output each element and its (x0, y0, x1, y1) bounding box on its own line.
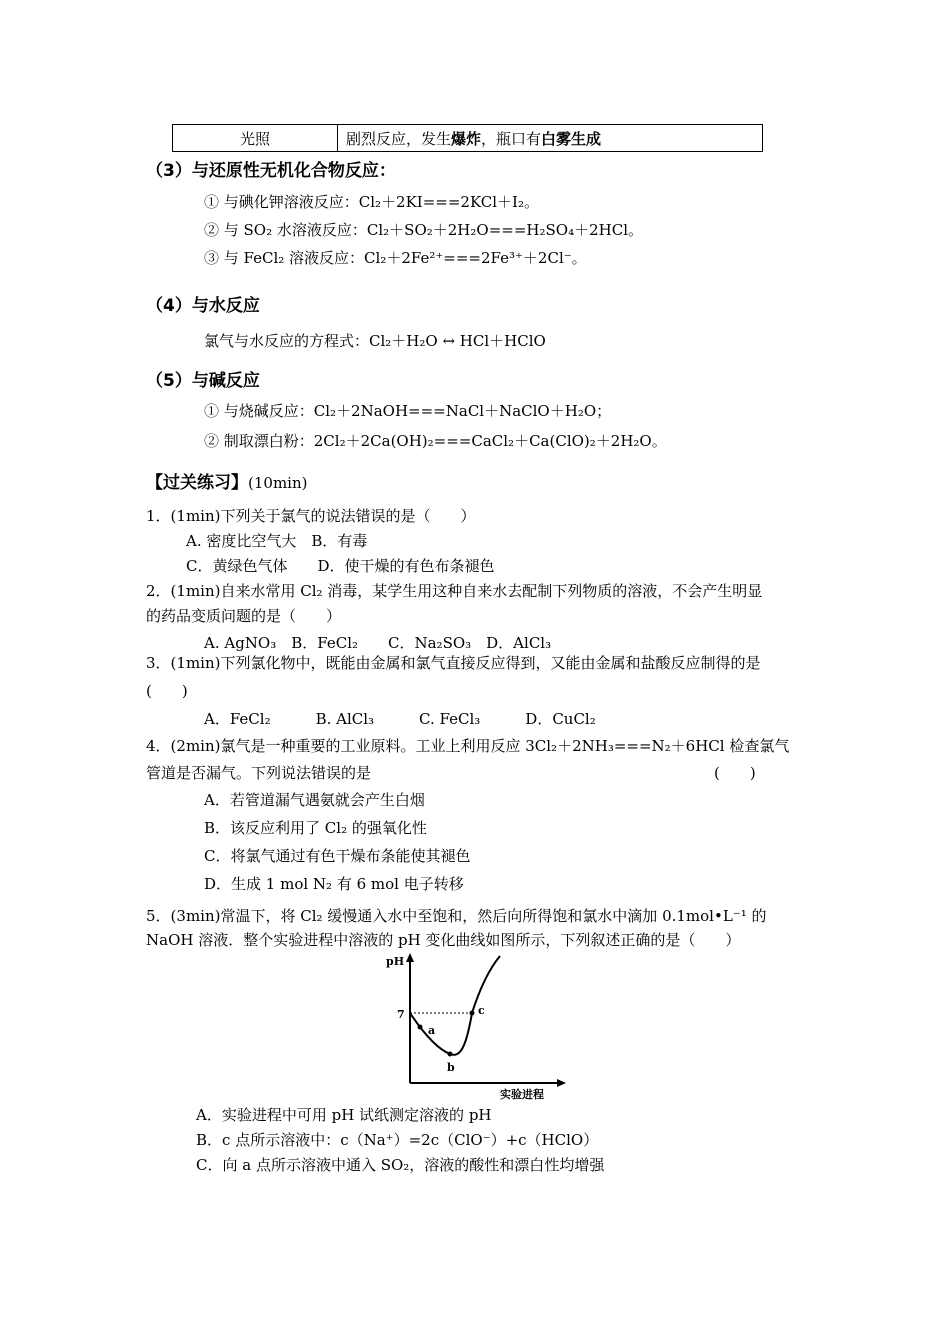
point-c-label: c (478, 1004, 485, 1017)
q5-line-1: 5．(3min)常温下，将 Cl₂ 缓慢通入水中至饱和，然后向所得饱和氯水中滴加 0.1mol•L⁻¹ 的 (146, 907, 767, 925)
table-row (173, 125, 763, 152)
q1-options-cd: C．黄绿色气体 D．使干燥的有色布条褪色 (186, 557, 495, 575)
q1-stem: 1．(1min)下列关于氯气的说法错误的是（ ） (146, 507, 476, 525)
section-5-title: （5）与碱反应 (146, 371, 260, 391)
q3-line-1: 3．(1min)下列氯化物中，既能由金属和氯气直接反应得到，又能由金属和盐酸反应制得的是 (146, 654, 761, 672)
point-a-label: a (428, 1024, 436, 1037)
q3-options: A．FeCl₂ B. AlCl₃ C. FeCl₃ D．CuCl₂ (204, 710, 596, 728)
sec3-line-2: ② 与 SO₂ 水溶液反应：Cl₂＋SO₂＋2H₂O===H₂SO₄＋2HCl。 (204, 221, 643, 239)
q5-option-c: C．向 a 点所示溶液中通入 SO₂，溶液的酸性和漂白性均增强 (196, 1156, 605, 1174)
q4-option-b: B．该反应利用了 Cl₂ 的强氧化性 (204, 819, 427, 837)
y-axis-label: pH (386, 955, 405, 968)
y-tick-label: 7 (397, 1008, 405, 1021)
section-3-title: （3）与还原性无机化合物反应： (146, 161, 396, 181)
x-axis-label: 实验进程 (500, 1088, 544, 1101)
q2-line-1: 2．(1min)自来水常用 Cl₂ 消毒，某学生用这种自来水去配制下列物质的溶液，不会产生明显 (146, 582, 763, 600)
q5-option-b: B．c 点所示溶液中：c（Na⁺）=2c（ClO⁻）+c（HClO） (196, 1131, 599, 1149)
q2-options: A. AgNO₃ B．FeCl₂ C．Na₂SO₃ D．AlCl₃ (204, 634, 552, 652)
q4-option-a: A．若管道漏气遇氨就会产生白烟 (204, 791, 425, 809)
point-a (418, 1025, 423, 1030)
point-c (470, 1011, 475, 1016)
sec3-line-1: ① 与碘化钾溶液反应：Cl₂＋2KI===2KCl＋I₂。 (204, 193, 539, 211)
q4-option-c: C．将氯气通过有色干燥布条能使其褪色 (204, 847, 471, 865)
section-4-title: （4）与水反应 (146, 296, 260, 316)
q2-line-2: 的药品变质问题的是（ ） (146, 607, 342, 625)
y-axis-arrow (406, 953, 414, 962)
q4-option-d: D．生成 1 mol N₂ 有 6 mol 电子转移 (204, 875, 464, 893)
ph-curve-chart (380, 948, 570, 1103)
q1-options-ab: A. 密度比空气大 B．有毒 (186, 532, 368, 550)
point-b-label: b (447, 1061, 455, 1074)
sec5-line-1: ① 与烧碱反应：Cl₂＋2NaOH===NaCl＋NaClO＋H₂O； (204, 402, 612, 420)
phenomenon-cell: 剧烈反应，发生爆炸，瓶口有白雾生成 (338, 125, 763, 152)
reaction-table (172, 124, 763, 152)
practice-heading: 【过关练习】(10min) (146, 473, 308, 493)
sec3-line-3: ③ 与 FeCl₂ 溶液反应：Cl₂＋2Fe²⁺===2Fe³⁺＋2Cl⁻。 (204, 249, 587, 267)
q5-option-a: A．实验进程中可用 pH 试纸测定溶液的 pH (196, 1106, 492, 1124)
x-axis-arrow (557, 1079, 566, 1087)
q4-bracket: ( ) (714, 764, 756, 782)
q5-line-2: NaOH 溶液．整个实验进程中溶液的 pH 变化曲线如图所示，下列叙述正确的是（ ） (146, 931, 741, 949)
q3-line-2: ( ) (146, 682, 188, 700)
point-b (448, 1052, 453, 1057)
series-line (410, 956, 500, 1055)
condition-cell: 光照 (173, 125, 338, 152)
q4-line-1: 4．(2min)氯气是一种重要的工业原料。工业上利用反应 3Cl₂＋2NH₃===N₂＋6HCl 检查氯气 (146, 737, 790, 755)
q4-line-2: 管道是否漏气。下列说法错误的是 (146, 764, 372, 782)
sec4-line-1: 氯气与水反应的方程式：Cl₂＋H₂O ↔ HCl＋HClO (204, 332, 546, 350)
sec5-line-2: ② 制取漂白粉：2Cl₂＋2Ca(OH)₂===CaCl₂＋Ca(ClO)₂＋2H₂O。 (204, 432, 667, 450)
